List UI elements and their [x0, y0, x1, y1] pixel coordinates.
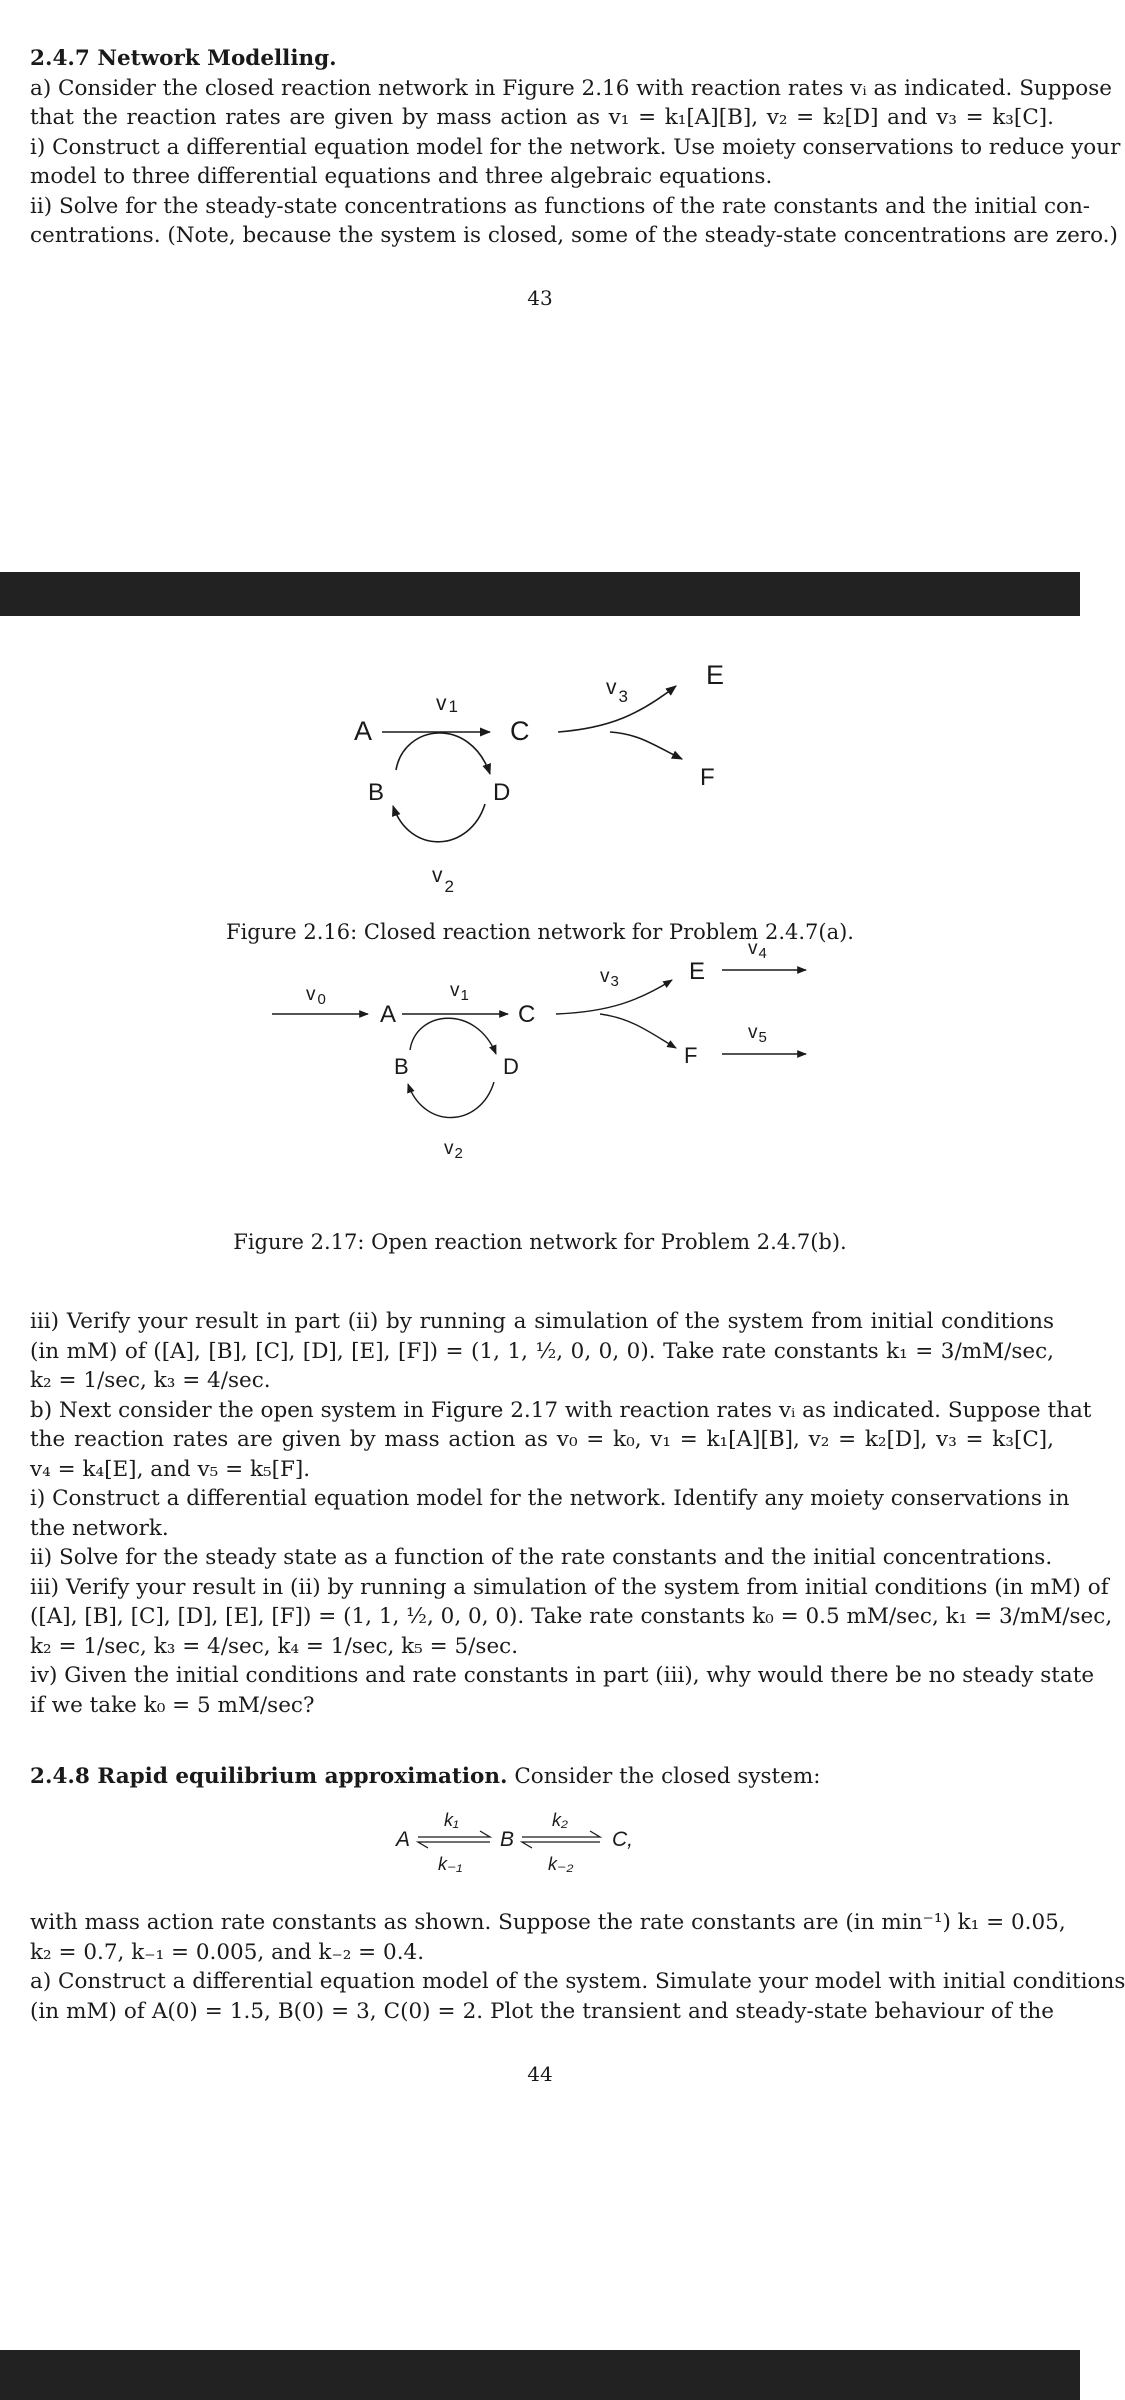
rate-v3-label [606, 676, 628, 706]
species-a: A [354, 716, 373, 746]
text-line: k₂ = 0.7, k₋₁ = 0.005, and k₋₂ = 0.4. [30, 1939, 425, 1965]
forward-harpoon-2 [522, 1831, 600, 1837]
rate-subscript: 1 [460, 987, 469, 1004]
arrow-b-to-d [410, 1018, 496, 1054]
text-line: k₂ = 1/sec, k₃ = 4/sec. [30, 1368, 271, 1393]
section-intro: Consider the closed system: [507, 1764, 821, 1789]
rate-k-minus1: k₋₁ [438, 1854, 463, 1874]
rate-subscript: 3 [618, 687, 628, 706]
species-f: F [684, 1043, 698, 1068]
rate-v5-label [748, 1022, 767, 1046]
problem-2-4-8-heading-line [30, 1762, 1054, 1792]
problem-2-4-7-text [30, 44, 1121, 251]
rate-base: v [432, 864, 443, 887]
arrow-c-to-f [610, 732, 682, 759]
text-line: k₂ = 1/sec, k₃ = 4/sec, k₄ = 1/sec, k₅ = 5/sec. [30, 1633, 519, 1659]
text-line: iv) Given the initial conditions and rate constants in part (iii), why would there be no steady state [30, 1663, 1095, 1688]
species-e: E [706, 660, 725, 690]
text-line: centrations. (Note, because the system is closed, some of the steady-state concentrations are zero.) [30, 223, 1118, 248]
section-heading-2-4-8: 2.4.8 Rapid equilibrium approximation. [30, 1764, 508, 1789]
text-line: i) Construct a differential equation model for the network. Use moiety conservations to reduce your [30, 134, 1121, 160]
arrow-c-to-e [558, 686, 676, 732]
text-line: (in mM) of ([A], [B], [C], [D], [E], [F]) = (1, 1, ½, 0, 0, 0). Take rate constants k₁ = 3/mM/sec, [30, 1338, 1054, 1364]
rate-base: v [436, 692, 447, 715]
figure-2-17-diagram [0, 938, 1080, 1226]
rate-subscript: 5 [758, 1029, 767, 1046]
figure-2-16-diagram [0, 616, 1080, 916]
page-separator [0, 572, 1080, 616]
page-number: 43 [527, 286, 553, 310]
rate-subscript: 0 [317, 991, 326, 1008]
scheme-species-b: B [500, 1828, 515, 1851]
rate-base: v [606, 676, 617, 699]
text-line: iii) Verify your result in part (ii) by running a simulation of the system from initial conditions [30, 1309, 1054, 1334]
scheme-species-c: C, [612, 1828, 633, 1851]
problem-2-4-8-text [30, 1908, 1125, 2026]
rate-subscript: 1 [448, 697, 458, 716]
heading-line [30, 1762, 1054, 1792]
page-separator-bottom [0, 2350, 1080, 2400]
species-e: E [689, 958, 706, 985]
rate-base: v [450, 980, 460, 1001]
rate-k-minus2: k₋₂ [548, 1854, 574, 1874]
rate-base: v [748, 1022, 758, 1043]
rate-base: v [306, 984, 316, 1005]
text-line: ([A], [B], [C], [D], [E], [F]) = (1, 1, ½, 0, 0, 0). Take rate constants k₀ = 0.5 mM/sec, k₁ = 3/mM/sec, [30, 1604, 1113, 1629]
section-heading-2-4-7: 2.4.7 Network Modelling. [30, 46, 337, 71]
problem-2-4-7-part-b-text [30, 1307, 1113, 1720]
rate-subscript: 2 [454, 1145, 463, 1162]
rate-base: v [748, 938, 758, 959]
reverse-harpoon-2 [522, 1842, 600, 1848]
text-line: b) Next consider the open system in Figure 2.17 with reaction rates vᵢ as indicated. Suppose that [30, 1397, 1092, 1423]
text-line: v₄ = k₄[E], and v₅ = k₅[F]. [30, 1456, 311, 1482]
arrow-b-to-d [396, 733, 490, 774]
rate-subscript: 4 [758, 945, 767, 962]
rate-k2: k₂ [552, 1810, 568, 1830]
text-line: with mass action rate constants as shown. Suppose the rate constants are (in min⁻¹) k₁ = 0.05, [30, 1910, 1066, 1935]
rate-base: v [444, 1138, 454, 1159]
rate-subscript: 3 [610, 973, 619, 990]
text-line: the reaction rates are given by mass action as v₀ = k₀, v₁ = k₁[A][B], v₂ = k₂[D], v₃ = k₃[C], [30, 1427, 1054, 1452]
rate-k1: k₁ [444, 1810, 459, 1830]
rate-subscript: 2 [444, 877, 454, 896]
arrow-c-to-f [600, 1014, 676, 1048]
text-line: that the reaction rates are given by mass action as v₁ = k₁[A][B], v₂ = k₂[D] and v₃ = k₃[C]. [30, 105, 1054, 130]
text-line: iii) Verify your result in (ii) by running a simulation of the system from initial conditions (in mM) of [30, 1574, 1109, 1600]
species-b: B [394, 1054, 409, 1079]
species-c: C [518, 1001, 536, 1028]
reverse-harpoon-1 [418, 1842, 490, 1848]
figure-2-16-caption: Figure 2.16: Closed reaction network for Problem 2.4.7(a). [226, 920, 854, 944]
text-line: a) Construct a differential equation model of the system. Simulate your model with initial conditions [30, 1969, 1125, 1994]
text-line: if we take k₀ = 5 mM/sec? [30, 1692, 315, 1718]
rate-v2-label [444, 1138, 463, 1162]
page-43 [0, 0, 1121, 572]
species-d: D [503, 1054, 519, 1079]
rate-v3-label [600, 966, 619, 990]
arrow-d-to-b [393, 804, 485, 842]
species-c: C [510, 716, 530, 746]
text-line: ii) Solve for the steady-state concentrations as functions of the rate constants and the initial con- [30, 193, 1091, 219]
arrow-d-to-b [408, 1082, 494, 1118]
text-line: model to three differential equations and three algebraic equations. [30, 164, 773, 189]
page-number: 44 [527, 2062, 553, 2086]
text-line: i) Construct a differential equation model for the network. Identify any moiety conservations in [30, 1486, 1070, 1511]
text-line: ii) Solve for the steady state as a function of the rate constants and the initial concentrations. [30, 1545, 1053, 1570]
species-d: D [493, 779, 511, 806]
rate-base: v [600, 966, 610, 987]
rate-v1-label [450, 980, 469, 1004]
rate-v1-label [436, 692, 458, 716]
page-44 [0, 616, 1125, 2350]
text-line: a) Consider the closed reaction network in Figure 2.16 with reaction rates vᵢ as indicated. Suppose [30, 75, 1112, 101]
forward-harpoon-1 [418, 1831, 490, 1837]
scheme-species-a: A [396, 1828, 411, 1851]
species-a: A [380, 1001, 397, 1028]
rate-v2-label [432, 864, 454, 896]
text-line: (in mM) of A(0) = 1.5, B(0) = 3, C(0) = 2. Plot the transient and steady-state behaviour of the [30, 1998, 1054, 2024]
text-line: the network. [30, 1515, 169, 1541]
rate-v0-label [306, 984, 326, 1008]
species-b: B [368, 779, 385, 806]
species-f: F [700, 764, 715, 791]
reaction-scheme [380, 1806, 700, 1886]
figure-2-17-caption: Figure 2.17: Open reaction network for Problem 2.4.7(b). [233, 1230, 847, 1254]
